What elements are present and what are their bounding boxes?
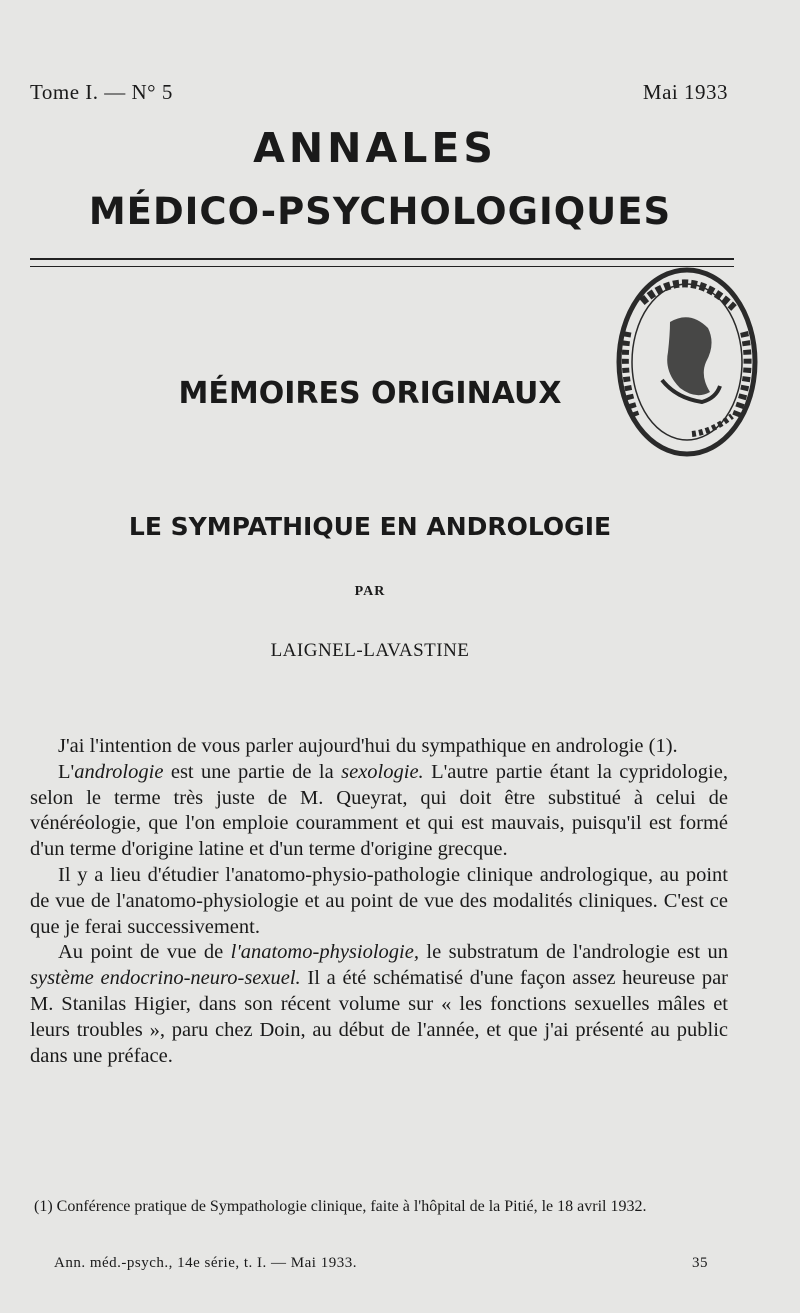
paragraph-3: Il y a lieu d'étudier l'anatomo-physio-pathologie clinique andrologique, au point de vue de l'anatomo-physiologie et au point de vue des modalités cliniques. C'est ce que je ferai successivement. <box>30 863 728 938</box>
italic-term: l'anatomo-physiologie, <box>230 941 419 964</box>
paragraph-4 <box>30 940 728 1069</box>
footnote <box>34 1197 728 1217</box>
italic-term: système endocrino-neuro-sexuel. <box>30 967 301 990</box>
section-title: MÉMOIRES ORIGINAUX <box>178 376 562 411</box>
article-body <box>30 734 728 1069</box>
text-run: L'autre partie étant la cypridologie, selon le terme très juste de M. Queyrat, qui doit être substitué à celui de vénéréologie, que l'on emploie couramment et qui est mauvais, puisqu'il est formé d'un terme d'origine latine et d'un terme d'origine grecque. <box>30 760 728 861</box>
paragraph-1: J'ai l'intention de vous parler aujourd'hui du sympathique en andrologie (1). <box>58 735 678 757</box>
text-run: est une partie de la <box>163 760 342 783</box>
text-run: Il a été schématisé d'une façon assez heureuse par M. Stanilas Higier, dans son récent volume sur « les fonctions sexuelles mâles et leurs troubles », paru chez Doin, au début de l'année, et que j'ai présenté au public dans une préface. <box>30 967 728 1067</box>
text-run: le substratum de l'andrologie est un <box>418 941 728 964</box>
italic-term: andrologie <box>74 760 164 783</box>
running-footer <box>54 1255 708 1272</box>
volume-number: Tome I. — N° 5 <box>30 80 173 104</box>
page-number: 35 <box>692 1255 708 1271</box>
byline-par: PAR <box>354 584 386 599</box>
text-run: L' <box>58 760 75 783</box>
paragraph-2 <box>30 760 728 863</box>
library-stamp-seal <box>612 262 762 462</box>
footnote-text: (1) Conférence pratique de Sympathologie clinique, faite à l'hôpital de la Pitié, le 18 avril 1932. <box>34 1198 647 1215</box>
article-title: LE SYMPATHIQUE EN ANDROLOGIE <box>128 512 612 541</box>
journal-title-line-2: MÉDICO-PSYCHOLOGIQUES <box>88 190 672 233</box>
italic-term: sexologie. <box>341 760 424 783</box>
title-rule-top <box>30 258 734 260</box>
text-run: Au point de vue de <box>58 941 231 964</box>
journal-title-line-1: ANNALES <box>253 124 497 172</box>
citation: Ann. méd.-psych., 14e série, t. I. — Mai 1933. <box>54 1255 357 1271</box>
issue-date: Mai 1933 <box>642 80 728 104</box>
article-author: LAIGNEL-LAVASTINE <box>270 640 470 661</box>
running-header <box>30 80 728 105</box>
